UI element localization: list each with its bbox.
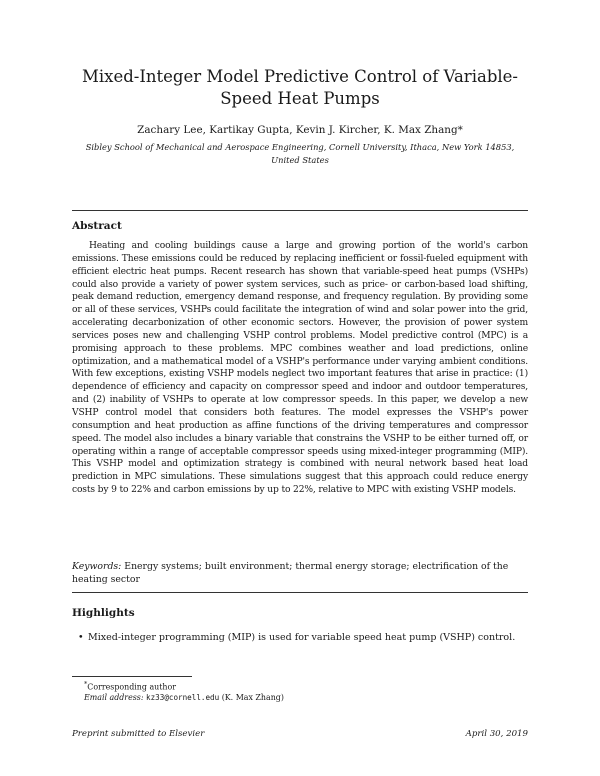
abstract-bottom-rule <box>72 592 528 593</box>
bullet-icon: • <box>78 632 84 643</box>
keywords-label: Keywords: <box>72 561 122 572</box>
email-label: Email address: <box>84 693 144 702</box>
highlights-heading: Highlights <box>72 607 135 619</box>
author-list: Zachary Lee, Kartikay Gupta, Kevin J. Kircher, K. Max Zhang* <box>137 124 463 136</box>
footnote-email <box>84 693 284 702</box>
footnote-rule <box>72 676 192 677</box>
highlight-text: Mixed-integer programming (MIP) is used for variable speed heat pump (VSHP) control. <box>88 632 516 643</box>
abstract-text: Heating and cooling buildings cause a large and growing portion of the world's carbon emissions. These emissions could be reduced by replacing inefficient or fossil-fueled equipment with efficient electric heat pumps. Recent research has shown that variable-speed heat pumps (VSHPs) could also provide a variety of power system services, such as price- or carbon-based load shifting, peak demand reduction, emergency demand response, and frequency regulation. By providing some or all of these services, VSHPs could facilitate the integration of wind and solar power into the grid, accelerating decarbonization of other economic sectors. However, the provision of power system services poses new and challenging VSHP control problems. Model predictive control (MPC) is a promising approach to these problems. MPC combines weather and load predictions, online optimization, and a mathematical model of a VSHP's performance under varying ambient conditions. With few exceptions, existing VSHP models neglect two important features that arise in practice: (1) dependence of efficiency and capacity on compressor speed and indoor and outdoor temperatures, and (2) inability of VSHPs to operate at low compressor speeds. In this paper, we develop a new VSHP control model that considers both features. The model expresses the VSHP's power consumption and heat production as affine functions of the driving temperatures and compressor speed. The model also includes a binary variable that constrains the VSHP to be either turned off, or operating within a range of acceptable compressor speeds using mixed-integer programming (MIP). This VSHP model and optimization strategy is combined with neural network based heat load prediction in MPC simulations. These simulations suggest that this approach could reduce energy costs by 9 to 22% and carbon emissions by up to 22%, relative to MPC with existing VSHP models. <box>72 241 528 496</box>
footer-date: April 30, 2019 <box>465 729 528 739</box>
affiliation: Sibley School of Mechanical and Aerospace Engineering, Cornell University, Ithaca, New York 14853, United States <box>85 142 515 165</box>
corresponding-label: Corresponding author <box>87 682 177 692</box>
keywords-text: Energy systems; built environment; thermal energy storage; electrification of the heating sector <box>72 561 509 585</box>
footnote-corresponding <box>84 680 176 692</box>
email-name: (K. Max Zhang) <box>221 693 284 702</box>
email-link[interactable]: kz33@cornell.edu <box>146 693 220 702</box>
keywords <box>72 560 528 586</box>
paper-title: Mixed-Integer Model Predictive Control of Variable-Speed Heat Pumps <box>82 67 518 108</box>
abstract-heading: Abstract <box>72 220 122 232</box>
footnote-marker: * <box>84 680 88 688</box>
highlight-item <box>78 631 528 645</box>
abstract-top-rule <box>72 210 528 211</box>
footer-preprint: Preprint submitted to Elsevier <box>72 729 205 739</box>
